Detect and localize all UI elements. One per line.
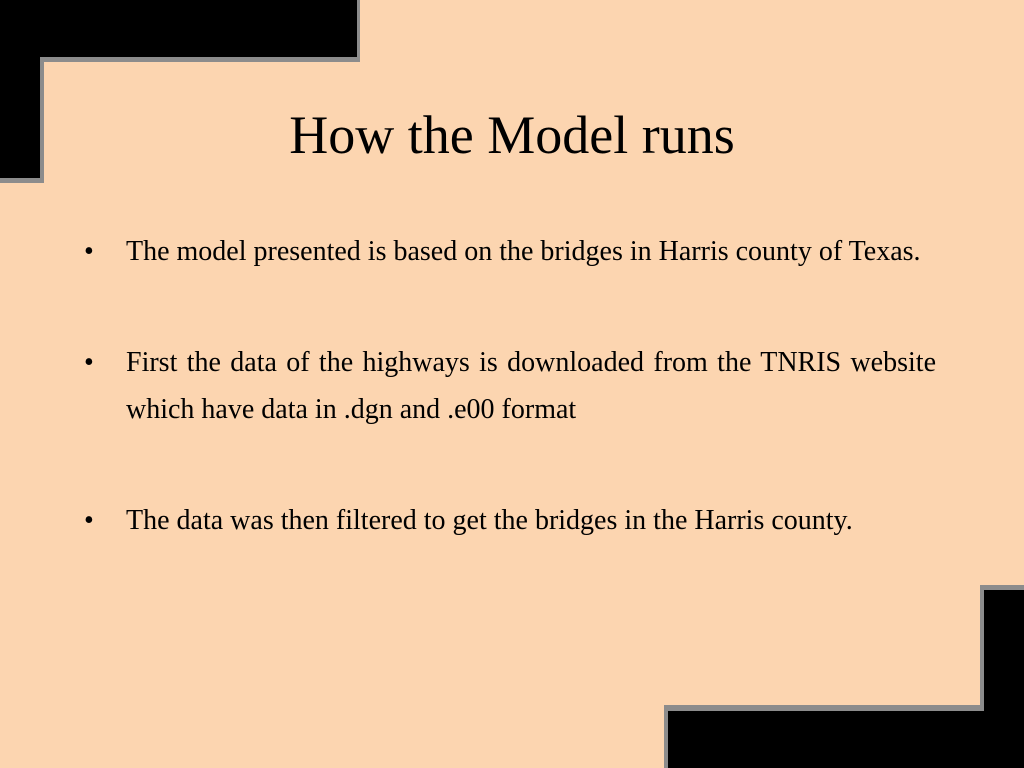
bottom-right-corner-block (668, 711, 1024, 768)
bullet-dot-icon: • (84, 347, 94, 378)
bullet-text: First the data of the highways is downloaded from the TNRIS website which have data in .dgn and .e00 format (126, 347, 936, 425)
bullet-dot-icon: • (84, 236, 94, 267)
bullet-text: The data was then filtered to get the bridges in the Harris county. (126, 505, 853, 536)
slide-title: How the Model runs (289, 105, 735, 165)
top-left-corner-block (0, 0, 357, 57)
bullet-dot-icon: • (84, 505, 94, 536)
bullet-item (84, 228, 936, 275)
bullet-list (84, 228, 936, 544)
bullet-item (84, 339, 936, 433)
bullet-text: The model presented is based on the bridges in Harris county of Texas. (126, 236, 921, 267)
bullet-item (84, 497, 936, 544)
